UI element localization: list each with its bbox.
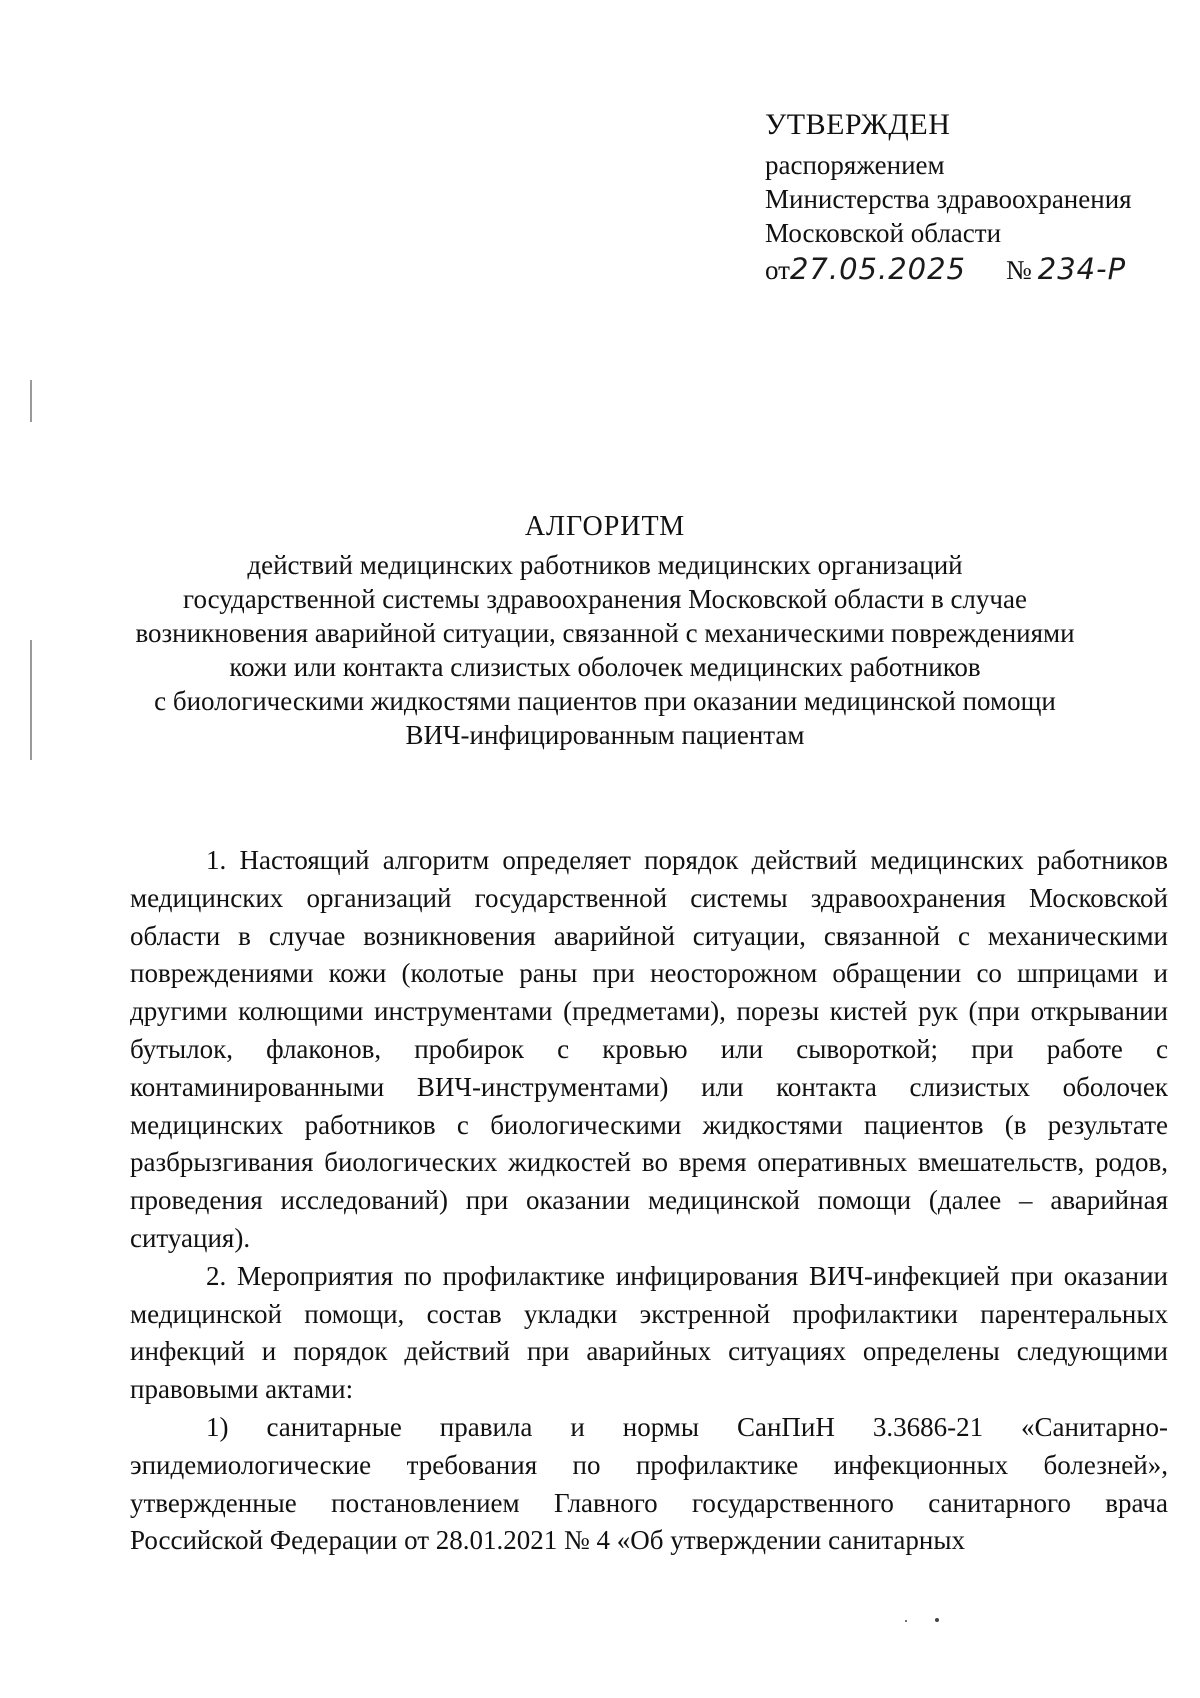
body-paragraph-1: 1. Настоящий алгоритм определяет порядок действий медицинских работников медицинских организаций государственной системы здравоохранения Московской области в случае возникновения аварийной ситуации, связанной с механическими повреждениями кожи (колотые раны при неосторожном обращении со шприцами и другими колющими инструментами (предметами), порезы кистей рук (при открывании бутылок, флаконов, пробирок с кровью или сывороткой; при работе с контаминированными ВИЧ-инструментами) или контакта слизистых оболочек медицинских работников с биологическими жидкостями пациентов (в результате разбрызгивания биологических жидкостей во время оперативных вмешательств, родов, проведения исследований) при оказании медицинской помощи (далее – аварийная ситуация). xyxy=(130,845,1168,1253)
title-subline: государственной системы здравоохранения Московской области в случае xyxy=(183,584,1027,614)
body-paragraph-2: 2. Мероприятия по профилактике инфицирования ВИЧ-инфекцией при оказании медицинской помощи, состав укладки экстренной профилактики парентеральных инфекций и порядок действий при аварийных ситуациях определены следующими правовыми актами: xyxy=(130,1260,1168,1405)
approval-heading: УТВЕРЖДЕН xyxy=(765,108,951,141)
scan-speck xyxy=(905,1620,907,1622)
title-subline: ВИЧ-инфицированным пациентам xyxy=(405,720,805,750)
handwritten-date: 27.05.2025 xyxy=(789,252,966,286)
approval-line: распоряжением xyxy=(765,150,945,180)
scan-margin-mark xyxy=(30,640,32,760)
body-paragraph-3: 1) санитарные правила и нормы СанПиН 3.3686-21 «Санитарно-эпидемиологические требования по профилактике инфекционных болезней», утвержденные постановлением Главного государственного санитарного врача Российской Федерации от 28.01.2021 № 4 «Об утверждении санитарных xyxy=(130,1411,1168,1556)
approval-date-line xyxy=(765,252,1185,287)
approval-stamp-block xyxy=(765,108,1185,287)
handwritten-number: 234-Р xyxy=(1037,252,1127,286)
approval-line: Московской области xyxy=(765,218,1002,248)
document-body xyxy=(130,842,1168,1560)
document-title: АЛГОРИТМ xyxy=(524,511,686,542)
document-title-block xyxy=(120,510,1090,752)
scan-margin-mark xyxy=(30,380,32,422)
number-prefix: № xyxy=(1006,255,1032,285)
scan-speck xyxy=(935,1618,939,1622)
title-subline: кожи или контакта слизистых оболочек медицинских работников xyxy=(229,652,981,682)
title-subline: с биологическими жидкостями пациентов при оказании медицинской помощи xyxy=(154,686,1056,716)
approval-line: Министерства здравоохранения xyxy=(765,184,1132,214)
title-subline: действий медицинских работников медицинских организаций xyxy=(247,550,963,580)
date-prefix: от xyxy=(765,255,790,285)
title-subline: возникновения аварийной ситуации, связанной с механическими повреждениями xyxy=(135,618,1075,648)
